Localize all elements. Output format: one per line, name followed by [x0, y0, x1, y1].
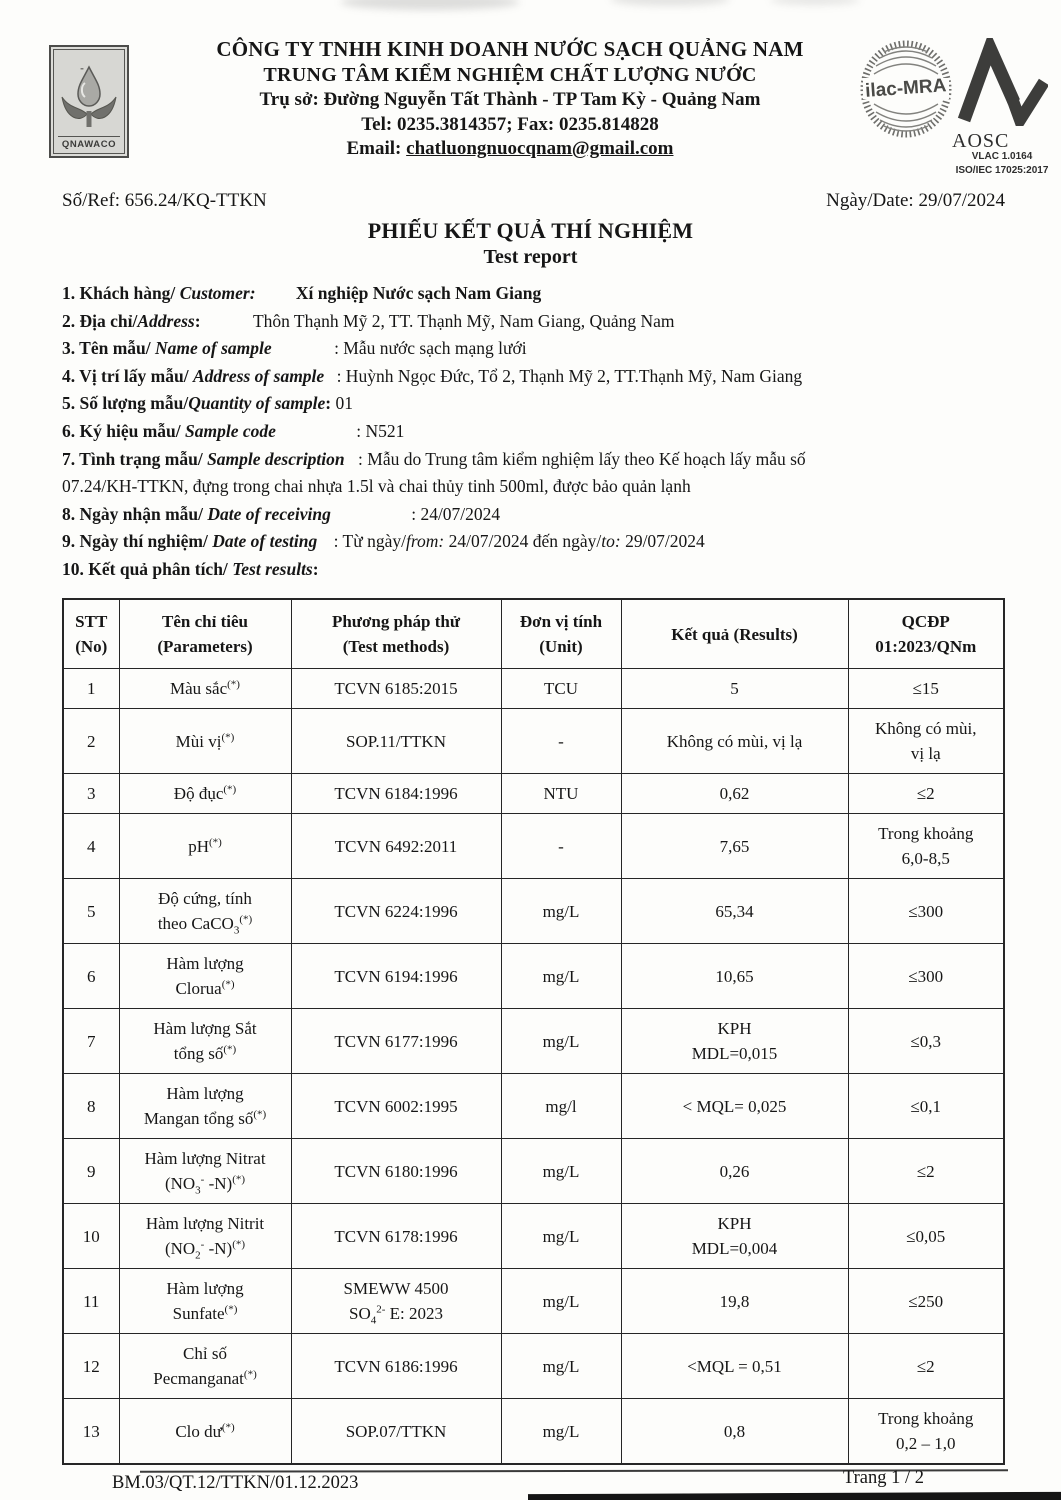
cell-limit: ≤2 [848, 1139, 1004, 1204]
result-row [63, 709, 1004, 774]
cell-limit: ≤250 [848, 1269, 1004, 1334]
cell-method: TCVN 6194:1996 [291, 944, 501, 1009]
cell-limit: ≤300 [848, 879, 1004, 944]
cell-unit: TCU [501, 669, 621, 709]
cell-parameter: pH(*) [119, 814, 291, 879]
results-table [62, 598, 1005, 1465]
cell-parameter: Độ cứng, tính theo CaCO$_3$(*) [119, 879, 291, 944]
results-header-row [63, 599, 1004, 669]
cell-method: TCVN 6178:1996 [291, 1204, 501, 1269]
title-block [0, 218, 1061, 269]
result-row [63, 1399, 1004, 1465]
result-row [63, 879, 1004, 944]
cell-unit: mg/L [501, 879, 621, 944]
cell-result: 0,26 [621, 1139, 848, 1204]
cell-unit: mg/l [501, 1074, 621, 1139]
cell-no: 7 [63, 1009, 119, 1074]
company-address: Trụ sở: Đường Nguyễn Tất Thành - TP Tam Kỳ - Quảng Nam [259, 89, 761, 111]
cell-limit: ≤0,1 [848, 1074, 1004, 1139]
company-email-line [160, 137, 860, 161]
cell-result: 0,62 [621, 774, 848, 814]
cell-unit: mg/L [501, 1204, 621, 1269]
result-row [63, 1334, 1004, 1399]
cell-parameter: Mùi vị(*) [119, 709, 291, 774]
cell-method: TCVN 6184:1996 [291, 774, 501, 814]
cell-method: SOP.11/TTKN [291, 709, 501, 774]
ilac-mra-stamp [860, 40, 952, 138]
scan-smudge [610, 0, 730, 6]
cell-method: TCVN 6492:2011 [291, 814, 501, 879]
cell-limit: ≤2 [848, 1334, 1004, 1399]
info-date-receiving: 8. Ngày nhận mẫu/ Date of receiving : 24/07/2024 [62, 503, 501, 524]
info-customer: 1. Khách hàng/ Customer: Xí nghiệp Nước sạch Nam Giang [62, 283, 542, 303]
aosc-mark [952, 38, 1052, 177]
cell-result: KPH MDL=0,015 [621, 1009, 848, 1074]
cell-limit: ≤0,05 [848, 1204, 1004, 1269]
col-header-methods: Phương pháp thử (Test methods) [291, 599, 501, 669]
cell-no: 11 [63, 1269, 119, 1334]
company-name: CÔNG TY TNHH KINH DOANH NƯỚC SẠCH QUẢNG NAM [216, 37, 804, 61]
cell-limit: Không có mùi, vị lạ [848, 709, 1004, 774]
cell-parameter: Chỉ số Pecmanganat(*) [119, 1334, 291, 1399]
result-row [63, 814, 1004, 879]
cell-no: 10 [63, 1204, 119, 1269]
cell-method: SMEWW 4500 $SO_4^{2-}$ E: 2023 [291, 1269, 501, 1334]
cell-no: 12 [63, 1334, 119, 1399]
cell-parameter: Hàm lượng Sunfate(*) [119, 1269, 291, 1334]
cell-unit: mg/L [501, 1009, 621, 1074]
col-header-parameters: Tên chỉ tiêu (Parameters) [119, 599, 291, 669]
cell-unit: mg/L [501, 1269, 621, 1334]
email-label: Email: [346, 138, 402, 160]
report-date: Ngày/Date: 29/07/2024 [826, 190, 1005, 211]
report-title-en: Test report [483, 246, 578, 268]
cell-result: 7,65 [621, 814, 848, 879]
ref-row [62, 190, 1005, 212]
cell-result: <MQL = 0,51 [621, 1334, 848, 1399]
cell-unit: - [501, 709, 621, 774]
result-row [63, 1269, 1004, 1334]
letterhead [160, 36, 860, 161]
cell-method: TCVN 6186:1996 [291, 1334, 501, 1399]
info-sample-description: 7. Tình trạng mẫu/ Sample description : Mẫu do Trung tâm kiểm nghiệm lấy theo Kế hoạch lấy mẫu số 07.24/KH-TTKN, đựng trong chai nhựa 1.5l và chai thủy tinh 500ml, được bảo quản lạnh [62, 448, 806, 497]
info-address: 2. Địa chỉ/Address: Thôn Thạnh Mỹ 2, TT. Thạnh Mỹ, Nam Giang, Quảng Nam [62, 310, 675, 331]
cell-no: 9 [63, 1139, 119, 1204]
cell-result: Không có mùi, vị lạ [621, 709, 848, 774]
cell-result: 10,65 [621, 944, 848, 1009]
cell-method: TCVN 6185:2015 [291, 669, 501, 709]
cell-limit: ≤2 [848, 774, 1004, 814]
col-header-unit: Đơn vị tính (Unit) [501, 599, 621, 669]
cell-parameter: Clo dư(*) [119, 1399, 291, 1465]
result-row [63, 774, 1004, 814]
cell-method: SOP.07/TTKN [291, 1399, 501, 1465]
sample-info-list [62, 280, 1014, 584]
cell-no: 5 [63, 879, 119, 944]
center-name: TRUNG TÂM KIỂM NGHIỆM CHẤT LƯỢNG NƯỚC [263, 63, 757, 86]
cell-result: 5 [621, 669, 848, 709]
cell-parameter: Hàm lượng Mangan tổng số(*) [119, 1074, 291, 1139]
report-title-vi: PHIẾU KẾT QUẢ THÍ NGHIỆM [367, 218, 694, 243]
scan-artifact-bar [528, 1492, 1061, 1500]
company-telfax: Tel: 0235.3814357; Fax: 0235.814828 [361, 113, 659, 135]
info-quantity: 5. Số lượng mẫu/Quantity of sample: 01 [62, 393, 353, 414]
scan-smudge [770, 0, 860, 5]
aosc-mountain-icon [952, 38, 1052, 126]
cell-result: 19,8 [621, 1269, 848, 1334]
cell-no: 3 [63, 774, 119, 814]
cell-no: 4 [63, 814, 119, 879]
cell-limit: ≤0,3 [848, 1009, 1004, 1074]
result-row [63, 1139, 1004, 1204]
cell-no: 13 [63, 1399, 119, 1465]
cell-parameter: Hàm lượng Nitrit ($NO_2^-$ -N)(*) [119, 1204, 291, 1269]
info-sample-code: 6. Ký hiệu mẫu/ Sample code : N521 [62, 420, 405, 441]
cell-unit: NTU [501, 774, 621, 814]
cell-no: 8 [63, 1074, 119, 1139]
cell-result: 65,34 [621, 879, 848, 944]
col-header-no: STT (No) [63, 599, 119, 669]
aosc-certs [952, 150, 1052, 177]
cell-parameter: Màu sắc(*) [119, 669, 291, 709]
cell-unit: - [501, 814, 621, 879]
cell-unit: mg/L [501, 1334, 621, 1399]
cell-parameter: Độ đục(*) [119, 774, 291, 814]
vlac-label: VLAC 1.0164 [971, 151, 1033, 162]
result-row [63, 944, 1004, 1009]
cell-unit: mg/L [501, 1139, 621, 1204]
page-number: Trang 1 / 2 [843, 1468, 925, 1488]
cell-result: KPH MDL=0,004 [621, 1204, 848, 1269]
results-table-body [63, 669, 1004, 1465]
cell-parameter: Hàm lượng Sắt tổng số(*) [119, 1009, 291, 1074]
info-date-testing: 9. Ngày thí nghiệm/ Date of testing : Từ ngày/from: 24/07/2024 đến ngày/to: 29/07/2024 [62, 531, 705, 552]
water-drop-hands-icon [58, 61, 120, 136]
svg-text:ilac-MRA: ilac-MRA [864, 75, 948, 102]
qnawaco-logo [49, 45, 129, 158]
cell-parameter: Hàm lượng Nitrat ($NO_3^-$ -N)(*) [119, 1139, 291, 1204]
iso-label: ISO/IEC 17025:2017 [955, 164, 1049, 176]
cell-no: 2 [63, 709, 119, 774]
result-row [63, 1204, 1004, 1269]
scan-smudge [340, 0, 520, 10]
cell-no: 1 [63, 669, 119, 709]
cell-limit: Trong khoảng 6,0-8,5 [848, 814, 1004, 879]
cell-method: TCVN 6180:1996 [291, 1139, 501, 1204]
info-sample-address: 4. Vị trí lấy mẫu/ Address of sample : Huỳnh Ngọc Đức, Tổ 2, Thạnh Mỹ 2, TT.Thạnh Mỹ, Nam Giang [62, 365, 803, 386]
email-address: chatluongnuocqnam@gmail.com [406, 138, 674, 160]
cell-unit: mg/L [501, 1399, 621, 1465]
cell-result: 0,8 [621, 1399, 848, 1465]
ref-number: Số/Ref: 656.24/KQ-TTKN [62, 190, 267, 211]
cell-method: TCVN 6002:1995 [291, 1074, 501, 1139]
col-header-results: Kết quả (Results) [621, 599, 848, 669]
result-row [63, 1074, 1004, 1139]
cell-limit: ≤15 [848, 669, 1004, 709]
aosc-label: AOSC [952, 130, 1010, 152]
cell-parameter: Hàm lượng Clorua(*) [119, 944, 291, 1009]
cell-unit: mg/L [501, 944, 621, 1009]
info-test-results-heading: 10. Kết quả phân tích/ Test results: [62, 558, 319, 579]
result-row [63, 1009, 1004, 1074]
result-row [63, 669, 1004, 709]
col-header-limit: QCĐP 01:2023/QNm [848, 599, 1004, 669]
qnawaco-logo-caption: QNAWACO [58, 136, 120, 153]
form-code: BM.03/QT.12/TTKN/01.12.2023 [112, 1473, 359, 1493]
cell-limit: Trong khoảng 0,2 – 1,0 [848, 1399, 1004, 1465]
cell-no: 6 [63, 944, 119, 1009]
cell-limit: ≤300 [848, 944, 1004, 1009]
cell-result: < MQL= 0,025 [621, 1074, 848, 1139]
info-sample-name: 3. Tên mẫu/ Name of sample : Mẫu nước sạch mạng lưới [62, 338, 527, 359]
cell-method: TCVN 6224:1996 [291, 879, 501, 944]
cell-method: TCVN 6177:1996 [291, 1009, 501, 1074]
qnawaco-logo-inner [53, 49, 125, 154]
